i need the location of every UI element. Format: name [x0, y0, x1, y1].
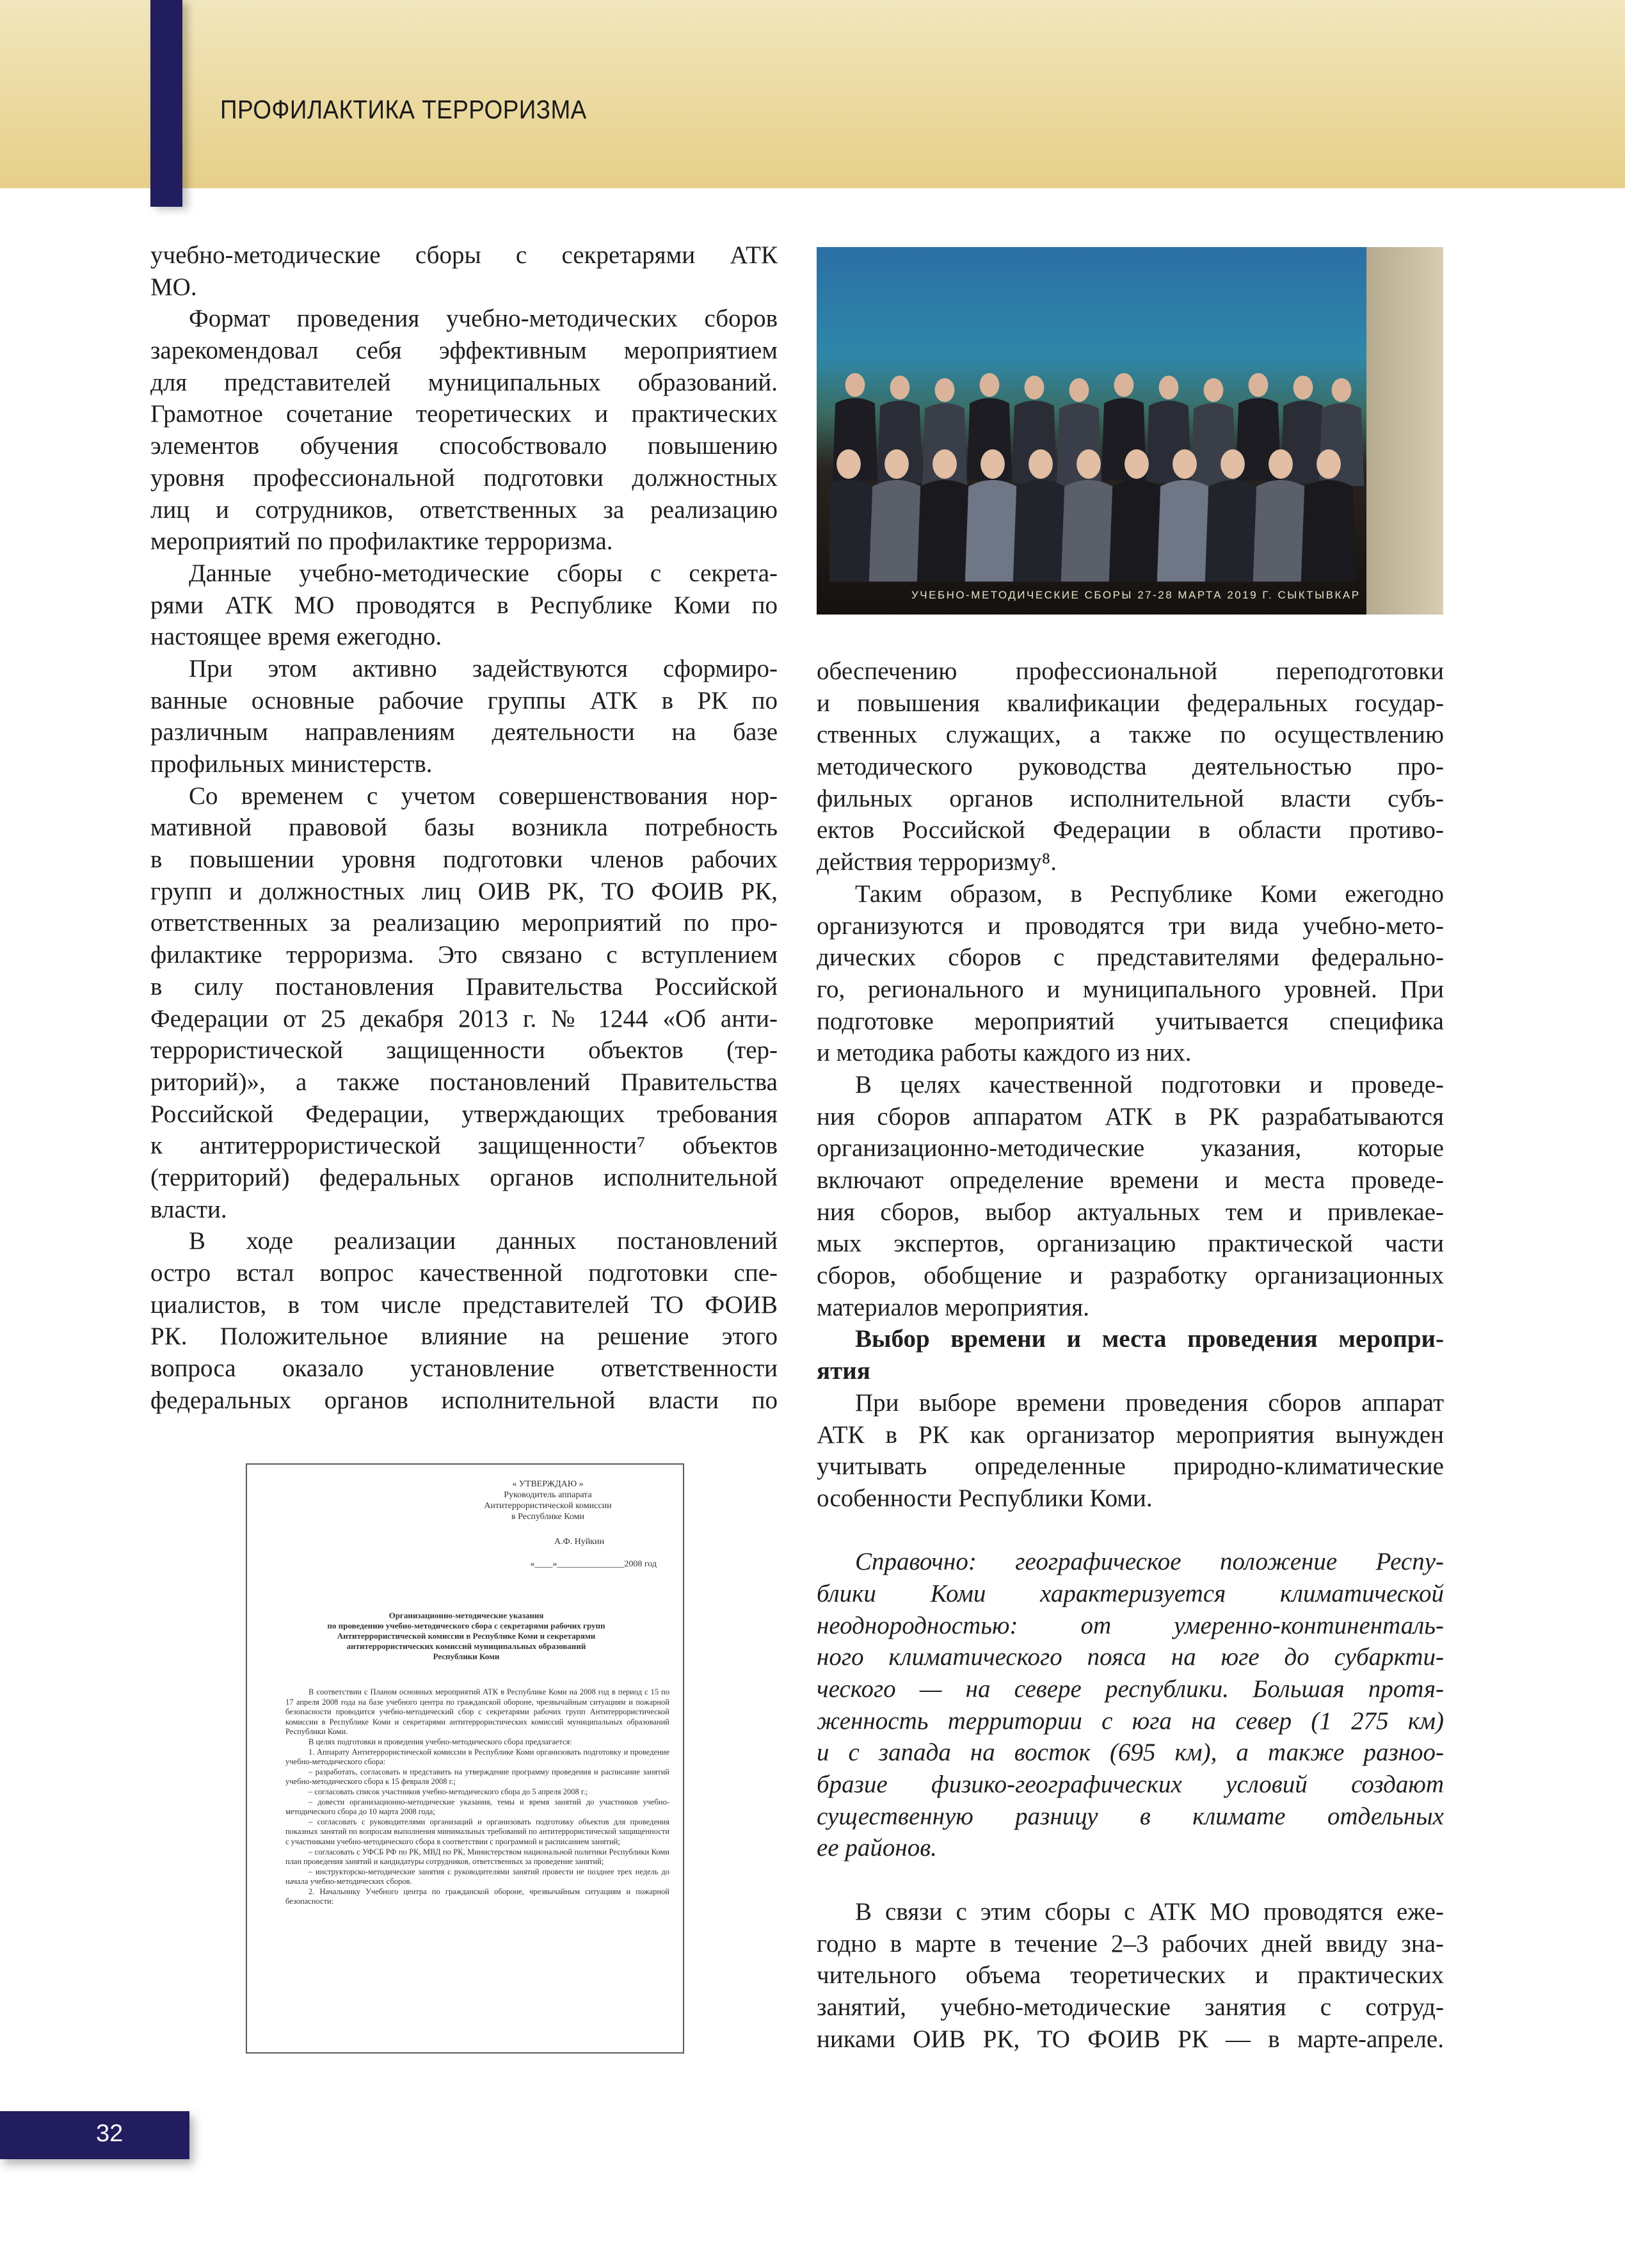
- text-line: групп и должностных лиц ОИВ РК, ТО ФОИВ РК,: [150, 877, 778, 905]
- person-head: [837, 449, 861, 479]
- paragraph: [150, 1225, 778, 1416]
- person-body: [1301, 480, 1356, 582]
- text-line: блики Коми характеризуется климатической: [817, 1579, 1444, 1607]
- text-line: ектов Российской Федерации в области противо-: [817, 816, 1444, 844]
- text-line: мых экспертов, организацию практической части: [817, 1230, 1444, 1258]
- text-line: женность территории с юга на север (1 275 км): [817, 1707, 1444, 1735]
- approval-date: «____»_______________2008 год: [530, 1559, 657, 1569]
- text-line: учитывать определенные природно-климатические: [817, 1452, 1444, 1481]
- paragraph: [150, 558, 778, 653]
- text-line: действия терроризму⁸.: [817, 848, 1057, 876]
- person-body: [917, 480, 972, 582]
- header-accent-bar: [150, 0, 182, 207]
- person-head: [1173, 449, 1197, 479]
- paragraph: [817, 1069, 1444, 1324]
- text-line: и повышения квалификации федеральных государ-: [817, 689, 1444, 717]
- text-line: подготовке мероприятий учитывается специфика: [817, 1007, 1444, 1035]
- document-paragraph: – инструкторско-методические занятия с руководителями занятий провести не позднее трех недель до начала учебно-методических сборов.: [285, 1867, 669, 1886]
- text-line: остро встал вопрос качественной подготовки спе-: [150, 1259, 778, 1287]
- text-line: лиц и сотрудников, ответственных за реализацию: [150, 495, 778, 524]
- person-body: [1013, 480, 1068, 582]
- person-head: [980, 373, 1000, 397]
- text-line: (территорий) федеральных органов исполнительной: [150, 1163, 778, 1191]
- person-body: [1061, 480, 1116, 582]
- text-line: особенности Республики Коми.: [817, 1484, 1153, 1512]
- text-line: для представителей муниципальных образований.: [150, 368, 778, 396]
- text-line: Грамотное сочетание теоретических и практических: [150, 400, 778, 428]
- approval-signature: А.Ф. Нуйкин: [554, 1537, 605, 1547]
- text-line: мероприятий по профилактике терроризма.: [150, 527, 613, 556]
- page-number-box: [0, 2111, 189, 2159]
- photo-caption: УЧЕБНО-МЕТОДИЧЕСКИЕ СБОРЫ 27-28 МАРТА 2019 Г. СЫКТЫВКАР: [911, 589, 1361, 601]
- person-head: [1077, 449, 1101, 479]
- photo-people: [829, 356, 1367, 599]
- text-line: Данные учебно-методические сборы с секрета-: [189, 559, 778, 587]
- text-line: ния сборов, выбор актуальных тем и привлекае-: [817, 1198, 1444, 1226]
- text-line: и с запада на восток (695 км), а также разноо-: [817, 1739, 1444, 1767]
- text-line: различным направлениям деятельности на базе: [150, 718, 778, 746]
- text-line: фильных органов исполнительной власти субъ-: [817, 784, 1444, 812]
- text-line: и методика работы каждого из них.: [817, 1039, 1192, 1067]
- text-line: уровня профессиональной подготовки должностных: [150, 463, 778, 492]
- approval-line: Руководитель аппарата: [504, 1490, 592, 1500]
- document-paragraph: – согласовать с УФСБ РФ по РК, МВД по РК, Министерством национальной политики Республики Коми план проведения занятий и кандидатуры сотрудников, ответственных за проведение занятий;: [285, 1847, 669, 1867]
- text-line: МО.: [150, 273, 197, 301]
- person-head: [1029, 449, 1053, 479]
- text-line: При выборе времени проведения сборов аппарат: [855, 1388, 1444, 1417]
- text-line: ного климатического пояса на юге до субаркти-: [817, 1643, 1444, 1671]
- person-head: [1332, 378, 1352, 402]
- person-head: [1221, 449, 1245, 479]
- section-header: [0, 0, 1625, 188]
- text-line: никами ОИВ РК, ТО ФОИВ РК — в марте-апреле.: [817, 2025, 1444, 2053]
- text-line: неоднородностью: от умеренно-континенталь-: [817, 1611, 1444, 1639]
- person-head: [1269, 449, 1293, 479]
- person-head: [935, 378, 955, 402]
- paragraph: [150, 239, 778, 303]
- person-body: [869, 480, 924, 582]
- text-line: ственных служащих, а также по осуществлению: [817, 721, 1444, 749]
- text-line: АТК в РК как организатор мероприятия вынужден: [817, 1420, 1444, 1449]
- person-body: [965, 480, 1020, 582]
- text-line: РК. Положительное влияние на решение этого: [150, 1323, 778, 1351]
- text-line: методического руководства деятельностью про-: [817, 753, 1444, 781]
- person-head: [1249, 373, 1269, 397]
- paragraph: [150, 653, 778, 780]
- person-head: [1204, 378, 1224, 402]
- text-line: террористической защищенности объектов (тер-: [150, 1036, 778, 1065]
- person-head: [1159, 376, 1179, 399]
- group-photo: [817, 247, 1443, 615]
- text-line: Со временем с учетом совершенствования нор-: [189, 782, 778, 810]
- text-line: существенную разницу в климате отдельных: [817, 1802, 1444, 1830]
- person-head: [1025, 376, 1045, 399]
- title-line: Организационно-методические указания: [388, 1611, 544, 1620]
- person-head: [1317, 449, 1341, 479]
- document-paragraph: 2. Начальнику Учебного центра по гражданской обороне, чрезвычайным ситуациям и пожарной безопасности:: [285, 1886, 669, 1906]
- person-head: [1069, 378, 1089, 402]
- person-head: [845, 373, 865, 397]
- text-line: чительного объема теоретических и практических: [817, 1961, 1444, 1990]
- text-line: филактике терроризма. Это связано с вступлением: [150, 941, 778, 969]
- paragraph: [817, 1387, 1444, 1515]
- person-head: [981, 449, 1005, 479]
- document-paragraph: В соответствии с Планом основных мероприятий АТК в Республике Коми на 2008 год в период с 15 по 17 апреля 2008 года на базе учебного центра по гражданской обороне, чрезвычайным ситуациям и пожарной безопасности проводится учебно-методический сбор с секретарями рабочих групп Антитеррористической комиссии в Республике Коми и секретарями антитеррористических комиссий муниципальных образований Республики Коми.: [285, 1687, 669, 1737]
- title-line: Антитеррористической комиссии в Республике Коми и секретарями: [337, 1631, 596, 1641]
- text-line: власти.: [150, 1195, 227, 1223]
- text-line: к антитеррористической защищенности⁷ объектов: [150, 1132, 778, 1160]
- text-line: учебно-методические сборы с секретарями АТК: [150, 241, 778, 269]
- document-scan: [246, 1463, 684, 2054]
- photo-wall: [1366, 247, 1443, 615]
- text-line: Формат проведения учебно-методических сборов: [189, 305, 778, 333]
- approval-line: Антитеррористической комиссии: [484, 1501, 612, 1511]
- document-paragraph: 1. Аппарату Антитеррористической комиссии в Республике Коми организовать подготовку и проведение учебно-методического сбора:: [285, 1747, 669, 1767]
- text-line: зарекомендовал себя эффективным мероприятием: [150, 337, 778, 365]
- text-line: обеспечению профессиональной переподготовки: [817, 657, 1444, 685]
- text-line: элементов обучения способствовало повышению: [150, 432, 778, 460]
- blank-line: [817, 1864, 1444, 1896]
- text-line: ответственных за реализацию мероприятий по про-: [150, 909, 778, 937]
- text-line: Выбор времени и места проведения меропри-: [855, 1325, 1444, 1353]
- text-line: мативной правовой базы возникла потребность: [150, 814, 778, 842]
- text-line: материалов мероприятия.: [817, 1293, 1089, 1321]
- text-line: При этом активно задействуются сформиро-: [189, 654, 778, 682]
- title-line: антитеррористических комиссий муниципальных образований: [346, 1641, 586, 1651]
- document-paragraph: – разработать, согласовать и представить на утверждение программу проведения и расписание занятий учебно-методического сбора к 15 февраля 2008 г.;: [285, 1767, 669, 1787]
- paragraph: [817, 1323, 1444, 1387]
- document-body: [285, 1687, 669, 1907]
- text-line: федеральных органов исполнительной власти по: [150, 1386, 778, 1414]
- document-paragraph: – согласовать с руководителями организаций и организовать подготовку объектов для проведения показных занятий по вопросам выполнения минимальных требований по антитеррористической защищенности с участниками учебно-методического сбора в соответствии с программой и расписанием занятий;: [285, 1817, 669, 1846]
- person-body: [1253, 480, 1308, 582]
- person-head: [1293, 376, 1313, 399]
- approval-line: « УТВЕРЖДАЮ »: [512, 1479, 584, 1489]
- text-line: профильных министерств.: [150, 750, 433, 778]
- text-line: В целях качественной подготовки и проведе-: [855, 1070, 1444, 1098]
- text-line: бразие физико-географических условий создают: [817, 1771, 1444, 1799]
- title-line: по проведению учебно-методического сбора с секретарями рабочих групп: [327, 1621, 605, 1630]
- title-line: Республики Коми: [433, 1652, 500, 1661]
- person-body: [1205, 480, 1260, 582]
- paragraph: [817, 1896, 1444, 2055]
- text-line: ния сборов аппаратом АТК в РК разрабатываются: [817, 1102, 1444, 1130]
- paragraph: [817, 655, 1444, 878]
- blank-line: [817, 1515, 1444, 1547]
- text-line: организационно-методические указания, которые: [817, 1134, 1444, 1162]
- section-title: ПРОФИЛАКТИКА ТЕРРОРИЗМА: [220, 95, 587, 124]
- page-number: 32: [96, 2120, 124, 2147]
- document-paragraph: В целях подготовки и проведения учебно-методического сбора предлагается:: [308, 1737, 572, 1746]
- text-line: В ходе реализации данных постановлений: [189, 1227, 778, 1255]
- text-line: ванные основные рабочие группы АТК в РК по: [150, 686, 778, 714]
- paragraph: [150, 303, 778, 558]
- text-line: включают определение времени и места проведе-: [817, 1166, 1444, 1194]
- text-line: Справочно: географическое положение Респу-: [855, 1548, 1444, 1576]
- text-line: ятия: [817, 1357, 870, 1385]
- text-line: годно в марте в течение 2–3 рабочих дней ввиду зна-: [817, 1929, 1444, 1958]
- paragraph: [150, 780, 778, 1226]
- text-line: сборов, обобщение и разработку организационных: [817, 1262, 1444, 1290]
- approval-line: в Республике Коми: [511, 1512, 584, 1522]
- text-line: Таким образом, в Республике Коми ежегодно: [855, 880, 1444, 908]
- person-head: [1114, 373, 1134, 397]
- text-line: риторий)», а также постановлений Правительства: [150, 1068, 778, 1096]
- person-body: [1109, 480, 1164, 582]
- text-line: дических сборов с представителями федерально-: [817, 944, 1444, 972]
- text-line: го, регионального и муниципального уровней. При: [817, 975, 1444, 1003]
- text-line: Российской Федерации, утверждающих требования: [150, 1100, 778, 1128]
- text-line: организуются и проводятся три вида учебно-мето-: [817, 912, 1444, 940]
- person-head: [885, 449, 909, 479]
- document-title: [273, 1611, 660, 1662]
- person-head: [1125, 449, 1149, 479]
- text-line: настоящее время ежегодно.: [150, 623, 442, 651]
- text-line: ческого — на севере республики. Большая протя-: [817, 1675, 1444, 1703]
- text-line: занятий, учебно-методические занятия с сотруд-: [817, 1993, 1444, 2021]
- text-line: циалистов, в том числе представителей ТО ФОИВ: [150, 1291, 778, 1319]
- text-line: рями АТК МО проводятся в Республике Коми по: [150, 591, 778, 619]
- text-line: в силу постановления Правительства Российской: [150, 972, 778, 1001]
- paragraph: [817, 1546, 1444, 1864]
- document-paragraph: – согласовать список участников учебно-методического сбора до 5 апреля 2008 г.;: [308, 1787, 588, 1796]
- text-line: в повышении уровня подготовки членов рабочих: [150, 846, 778, 874]
- person-body: [1157, 480, 1212, 582]
- text-line: В связи с этим сборы с АТК МО проводятся еже-: [855, 1897, 1444, 1926]
- right-text-column: [817, 655, 1444, 2055]
- text-line: ее районов.: [817, 1834, 937, 1862]
- paragraph: [817, 878, 1444, 1069]
- person-body: [829, 480, 876, 582]
- approval-block: [439, 1479, 657, 1522]
- person-head: [933, 449, 957, 479]
- text-line: вопроса оказало установление ответственности: [150, 1355, 778, 1383]
- left-text-column: [150, 239, 778, 1416]
- document-paragraph: – довести организационно-методические указания, темы и время занятий до участников учебно-методического сбора до 10 марта 2008 года;: [285, 1797, 669, 1817]
- text-line: Федерации от 25 декабря 2013 г. № 1244 «Об анти-: [150, 1004, 778, 1033]
- person-head: [890, 376, 910, 399]
